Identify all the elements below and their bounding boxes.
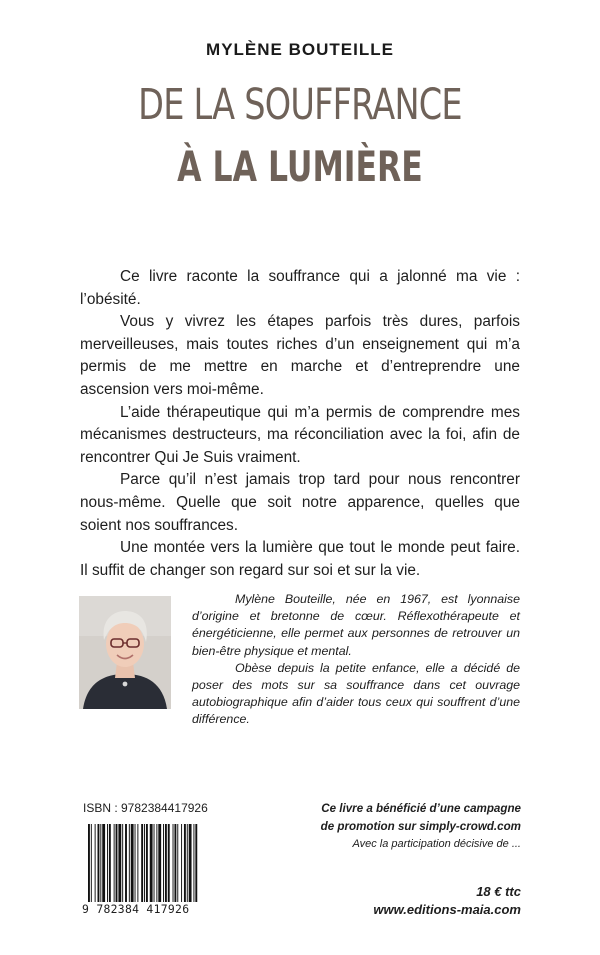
- barcode-bar: [168, 824, 170, 902]
- barcode-bar: [116, 824, 118, 902]
- barcode-bar: [173, 824, 174, 902]
- barcode-bar: [158, 824, 161, 902]
- barcode-bar: [189, 824, 192, 902]
- barcode-bar: [187, 824, 188, 902]
- barcode-bar: [95, 824, 96, 902]
- barcode-bar: [141, 824, 143, 902]
- barcode-bar: [184, 824, 186, 902]
- barcode-bar: [144, 824, 145, 902]
- barcode-bar: [181, 824, 182, 902]
- barcode-bar: [154, 824, 155, 902]
- barcode-bar: [118, 824, 121, 902]
- isbn-label: ISBN : 9782384417926: [83, 801, 208, 815]
- barcode-bar: [107, 824, 108, 902]
- barcode-bar: [165, 824, 167, 902]
- barcode-bar: [122, 824, 123, 902]
- title-line-1: DE LA SOUFFRANCE: [138, 80, 462, 130]
- author-biography: [192, 591, 520, 729]
- barcode-bar: [174, 824, 176, 902]
- barcode: [88, 824, 198, 902]
- barcode-bar: [193, 824, 194, 902]
- barcode-bar: [100, 824, 101, 902]
- bio-paragraph: Obèse depuis la petite enfance, elle a décidé de poser des mots sur sa souffrance dans cet ouvrage autobiographique afin d’aider tous ceux qui souffrent d’une différence.: [192, 660, 520, 727]
- barcode-bar: [88, 824, 90, 902]
- barcode-bar: [131, 824, 134, 902]
- barcode-bar: [129, 824, 130, 902]
- blurb-paragraph: Parce qu’il n’est jamais trop tard pour nous rencontrer nous-même. Quelle que soit notre apparence, quelles que soient nos souffrances.: [80, 471, 520, 534]
- barcode-bar: [163, 824, 164, 902]
- bio-paragraph: Mylène Bouteille, née en 1967, est lyonnaise d’origine et bretonne de cœur. Réflexothérapeute et énergéticienne, elle permet aux personnes de retrouver un bien-être physique et mental.: [192, 592, 520, 658]
- back-cover-blurb: [80, 266, 520, 582]
- publisher-website: www.editions-maia.com: [373, 902, 521, 917]
- blurb-paragraph: Une montée vers la lumière que tout le monde peut faire. Il suffit de changer son regard sur soi et sur la vie.: [80, 539, 520, 579]
- barcode-bar: [150, 824, 153, 902]
- price: 18 € ttc: [476, 884, 521, 899]
- barcode-bar: [102, 824, 105, 902]
- barcode-bar: [137, 824, 138, 902]
- barcode-bar: [114, 824, 115, 902]
- barcode-bar: [146, 824, 148, 902]
- barcode-bar: [135, 824, 136, 902]
- campaign-credit: [291, 800, 521, 836]
- campaign-line-1: Ce livre a bénéficié d’une campagne: [321, 802, 521, 815]
- blurb-paragraph: Vous y vivrez les étapes parfois très dures, parfois merveilleuses, mais toutes riches d’un enseignement qui m’a permis de me mettre en marche et d’entreprendre une ascension vers moi-même.: [80, 313, 520, 398]
- barcode-bar: [109, 824, 111, 902]
- barcode-digits: 9 782384 417926: [82, 902, 190, 916]
- title-line-2: À LA LUMIÈRE: [177, 142, 423, 191]
- barcode-bar: [91, 824, 92, 902]
- barcode-bar: [177, 824, 178, 902]
- author-portrait-image: [79, 596, 171, 709]
- blurb-paragraph: Ce livre raconte la souffrance qui a jalonné ma vie : l’obésité.: [80, 268, 520, 308]
- participation-note: Avec la participation décisive de ...: [352, 838, 521, 850]
- campaign-line-2: de promotion sur simply-crowd.com: [320, 820, 521, 833]
- author-photo: [79, 596, 171, 709]
- blurb-paragraph: L’aide thérapeutique qui m’a permis de comprendre mes mécanismes destructeurs, ma réconciliation avec la foi, afin de rencontrer Qui Je Suis vraiment.: [80, 403, 520, 466]
- barcode-bar: [125, 824, 127, 902]
- barcode-bar: [156, 824, 157, 902]
- author-name: MYLÈNE BOUTEILLE: [206, 40, 394, 59]
- barcode-bar: [98, 824, 100, 902]
- barcode-bar: [195, 824, 197, 902]
